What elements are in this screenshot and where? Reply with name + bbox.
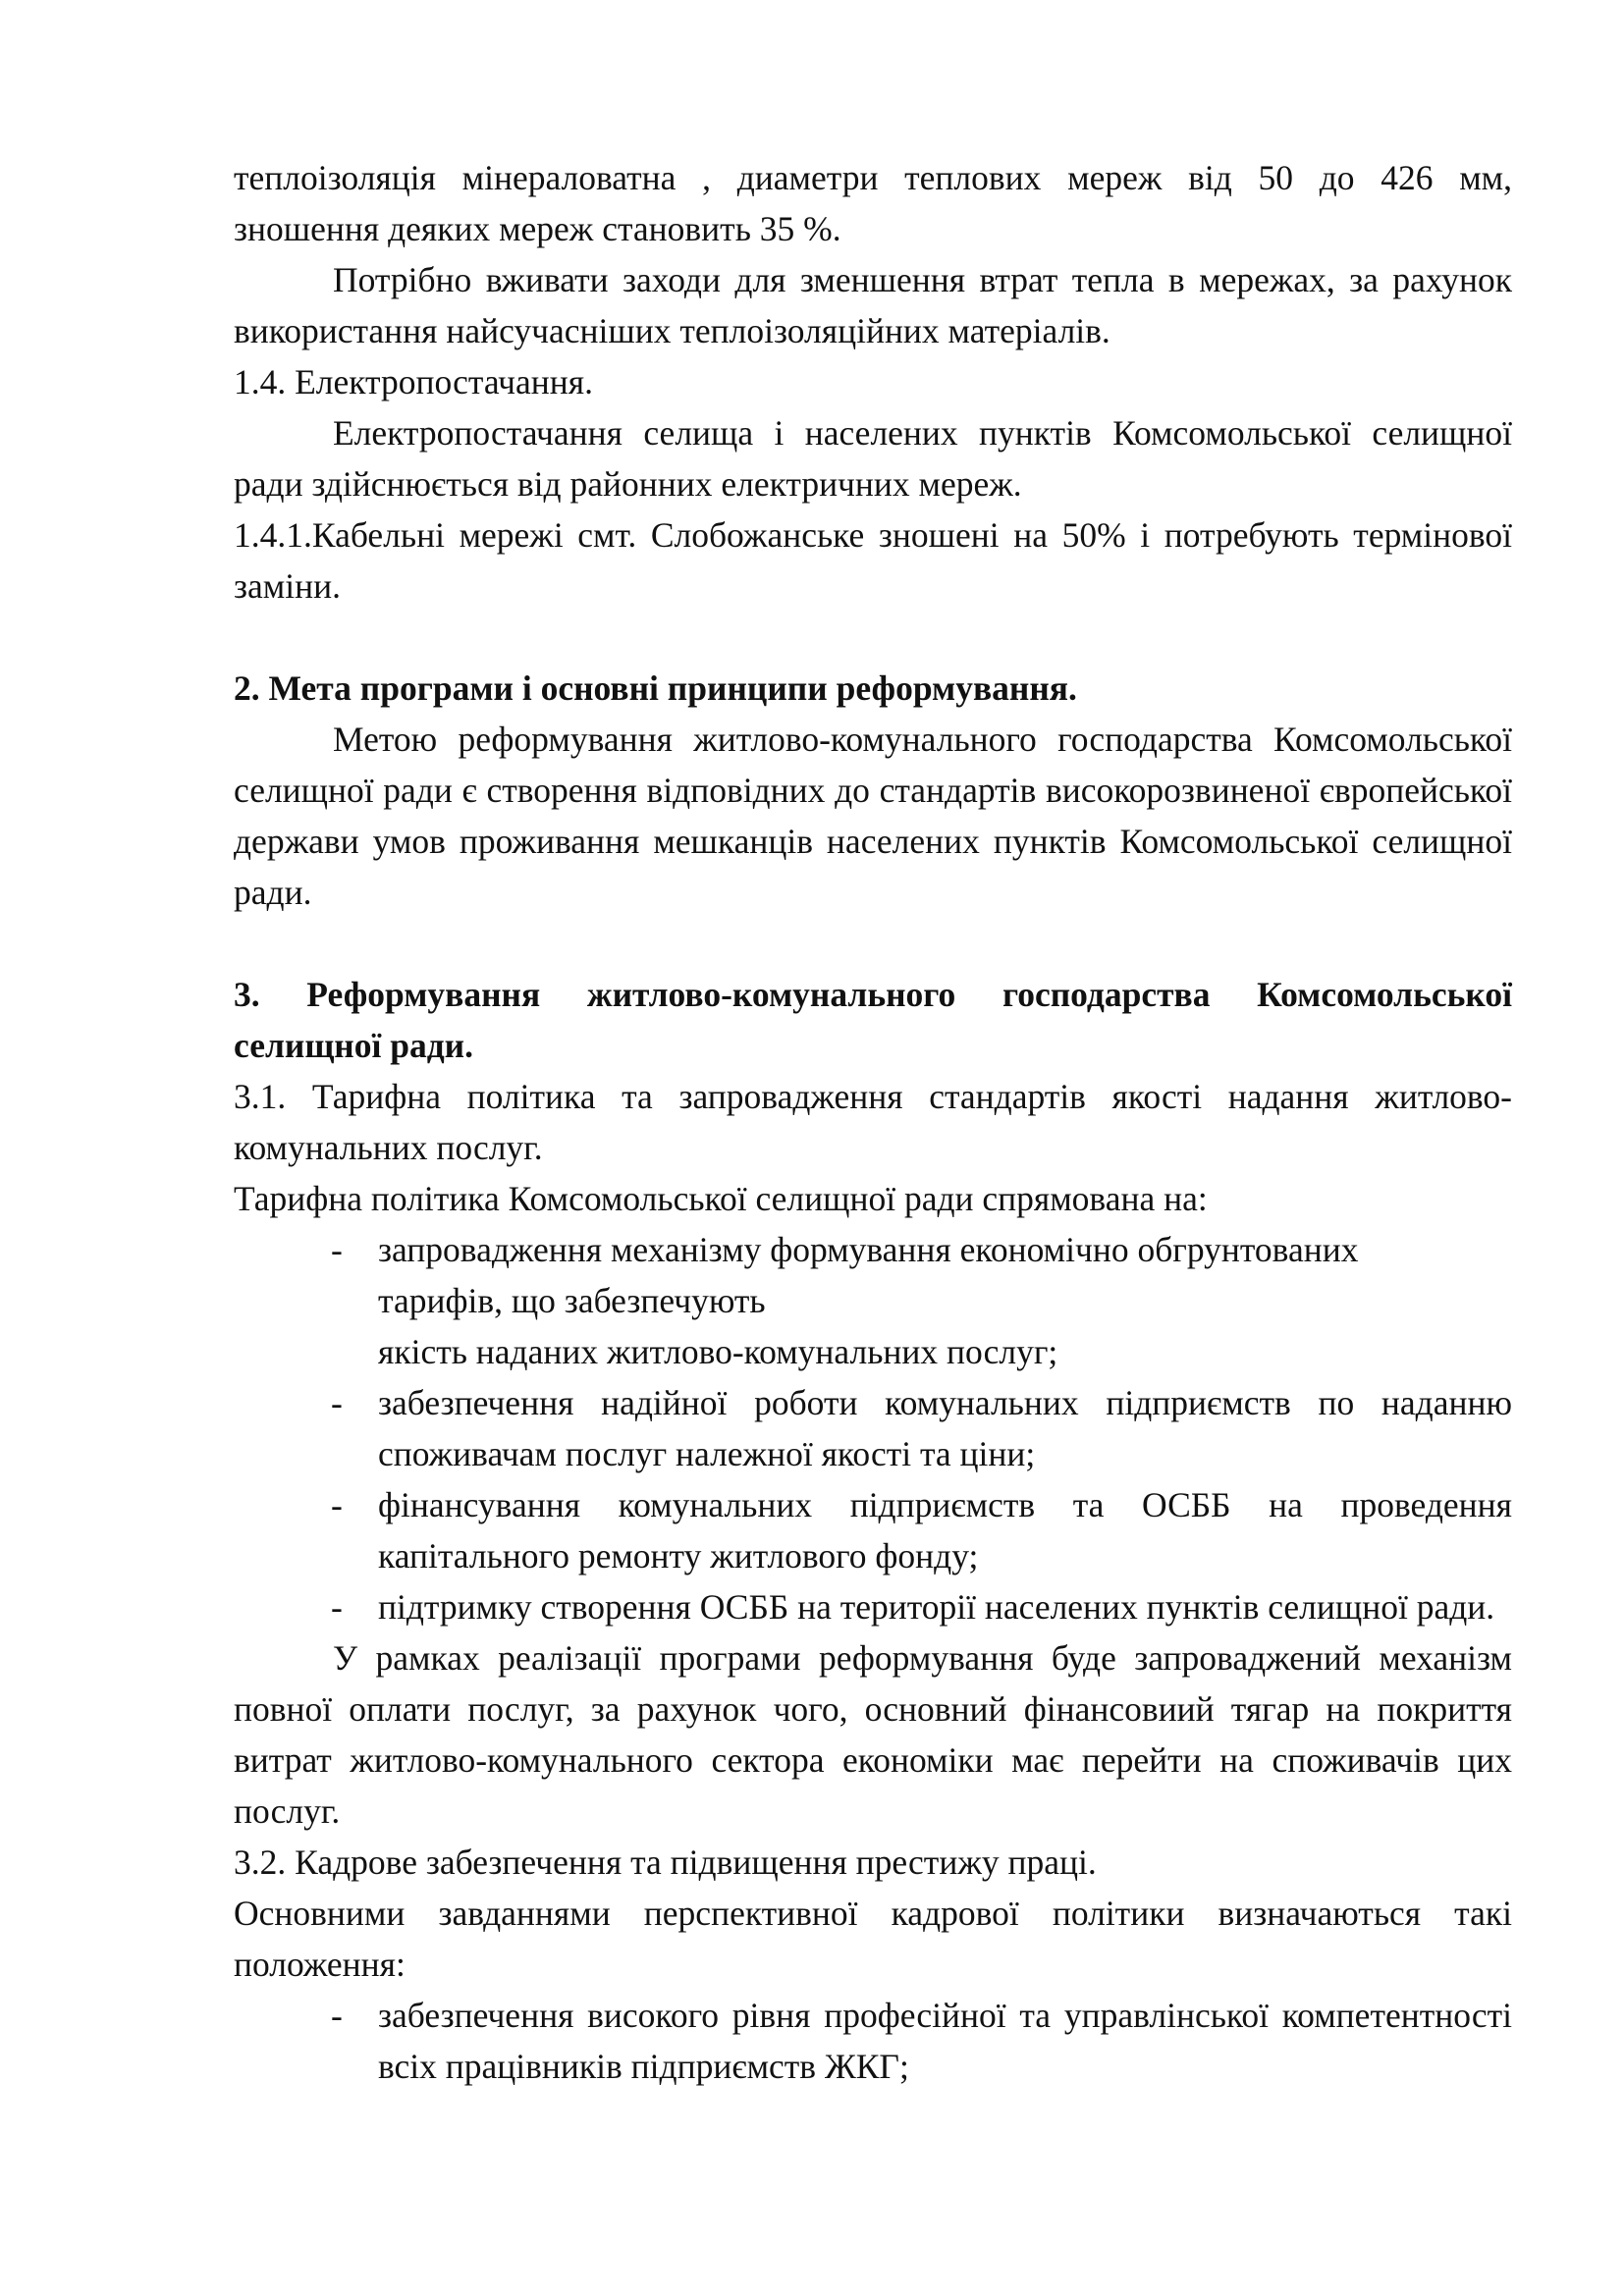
paragraph-insulation-line2: зношення деяких мереж становить 35 %.	[234, 209, 841, 248]
document-page	[234, 152, 1512, 2092]
heading-section-2: 2. Мета програми і основні принципи реформування.	[234, 668, 1077, 708]
paragraph-insulation	[234, 152, 1512, 254]
spacer	[234, 918, 1512, 969]
paragraph-reform-payment: У рамках реалізації програми реформування буде запроваджений механізм повної оплати послуг, за рахунок чого, основний фінансовиий тягар на покриття витрат житлово-комунального сектора економіки має перейти на споживачів цих послуг.	[234, 1638, 1512, 1831]
list-bullet: -	[331, 1485, 343, 1524]
list-bullet: -	[331, 1230, 343, 1269]
list-item-text: фінансування комунальних підприємств та ОСББ на проведення капітального ремонту житлового фонду;	[378, 1485, 1512, 1575]
paragraph-program-goal: Метою реформування житлово-комунального господарства Комсомольської селищної ради є створення відповідних до стандартів високорозвиненої європейської держави умов проживання мешканців населених пунктів Комсомольської селищної ради.	[234, 720, 1512, 912]
list-bullet: -	[331, 1587, 343, 1627]
list-bullet: -	[331, 1996, 343, 2035]
list-item-text: забезпечення надійної роботи комунальних підприємств по наданню споживачам послуг належної якості та ціни;	[378, 1383, 1512, 1473]
list-item	[331, 1581, 1512, 1632]
tariff-policy-list	[234, 1224, 1512, 1632]
spacer	[234, 612, 1512, 663]
section-1-4-title: 1.4. Електропостачання.	[234, 362, 593, 401]
list-bullet: -	[331, 1383, 343, 1422]
list-item-line3: якість наданих житлово-комунальних послуг;	[378, 1332, 1058, 1371]
paragraph-tariff-intro: Тарифна політика Комсомольської селищної ради спрямована на:	[234, 1179, 1208, 1218]
paragraph-cable-networks: 1.4.1.Кабельні мережі смт. Слобожанське зношені на 50% і потребують термінової заміни.	[234, 515, 1512, 606]
list-item	[331, 1224, 1512, 1377]
list-item-line1: запровадження механізму формування економічно обгрунтованих	[378, 1230, 1359, 1269]
paragraph-insulation-line1: теплоізоляція мінераловатна , диаметри теплових мереж від 50 до 426 мм,	[234, 158, 1512, 197]
paragraph-staff-intro: Основними завданнями перспективної кадрової політики визначаються такі положення:	[234, 1894, 1512, 1984]
paragraph-power-supply: Електропостачання селища і населених пунктів Комсомольської селищної ради здійснюється від районних електричних мереж.	[234, 413, 1512, 504]
section-3-2-title: 3.2. Кадрове забезпечення та підвищення престижу праці.	[234, 1842, 1097, 1882]
list-item	[331, 1377, 1512, 1479]
list-item-text: забезпечення високого рівня професійної та управлінської компетентності всіх працівників підприємств ЖКГ;	[378, 1996, 1512, 2086]
section-3-1-title: 3.1. Тарифна політика та запровадження стандартів якості надання житлово-комунальних послуг.	[234, 1077, 1512, 1167]
list-item-line2: тарифів, що забезпечують	[378, 1281, 766, 1320]
list-item	[331, 1990, 1512, 2092]
staff-policy-list	[234, 1990, 1512, 2092]
heading-section-3: 3. Реформування житлово-комунального господарства Комсомольської селищної ради.	[234, 975, 1512, 1065]
paragraph-heat-loss: Потрібно вживати заходи для зменшення втрат тепла в мережах, за рахунок використання найсучасніших теплоізоляційних матеріалів.	[234, 260, 1512, 350]
list-item	[331, 1479, 1512, 1581]
list-item-text: підтримку створення ОСББ на території населених пунктів селищної ради.	[378, 1587, 1495, 1627]
